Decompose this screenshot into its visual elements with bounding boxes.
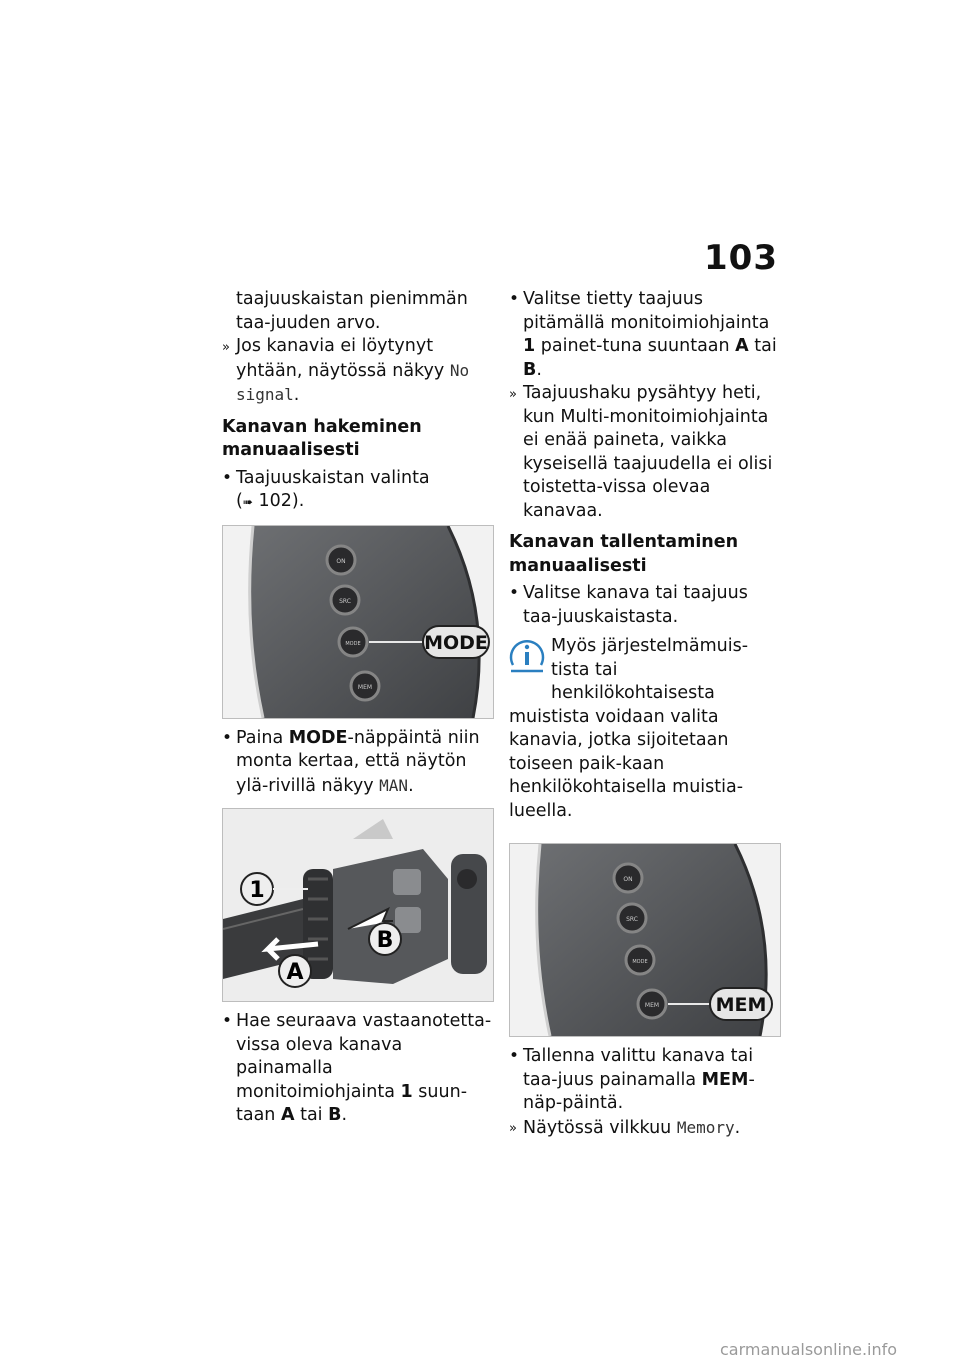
bullet-band-select: • Taajuuskaistan valinta (➠ 102). bbox=[222, 467, 430, 511]
bullet-text: Hae seuraava vastaanotetta-vissa oleva kanava painamalla monitoimiohjainta bbox=[236, 1011, 492, 1102]
bullet-text: suun-taan bbox=[236, 1081, 468, 1125]
callout-mode-label: MODE bbox=[424, 631, 488, 654]
display-man: MAN bbox=[379, 775, 409, 795]
key-mem: MEM bbox=[701, 1069, 749, 1090]
btn-label: SRC bbox=[626, 916, 638, 923]
bullet-text: Valitse tietty taajuus pitämällä monitoimiohjainta bbox=[523, 289, 770, 333]
bullet-text: Paina bbox=[236, 727, 289, 748]
bullet-marker: • bbox=[509, 1046, 520, 1066]
left-column bbox=[222, 288, 497, 1128]
bullet-store-channel bbox=[509, 1045, 784, 1116]
btn-label: MODE bbox=[345, 640, 361, 647]
watermark: carmanualsonline.info bbox=[720, 1340, 898, 1359]
bullet-select-frequency bbox=[509, 288, 784, 382]
bullet-press-mode bbox=[222, 727, 497, 799]
button-on-icon bbox=[327, 546, 355, 574]
result-no-signal bbox=[222, 335, 497, 408]
info-icon bbox=[509, 635, 545, 675]
punct: . bbox=[341, 1105, 348, 1125]
figure-multi-controller bbox=[222, 808, 494, 1002]
figure-mode-button bbox=[222, 525, 494, 719]
button-src-icon bbox=[331, 586, 359, 614]
result-marker: » bbox=[509, 1120, 517, 1136]
result-text: Taajuushaku pysähtyy heti, kun Multi-monitoimiohjainta ei enää paineta, vaikka kyseisellä taajuudella ei olisi toistetta-vissa olevaa kanavaa. bbox=[523, 383, 773, 521]
result-marker: » bbox=[509, 387, 517, 402]
right-column bbox=[509, 288, 784, 1140]
callout-mem-label: MEM bbox=[715, 994, 767, 1016]
button-mem-icon bbox=[638, 990, 666, 1018]
result-memory bbox=[509, 1116, 784, 1141]
bullet-choose-channel bbox=[509, 582, 784, 629]
punct: . bbox=[408, 775, 414, 796]
note-first-line: Myös järjestelmämuis-tista tai henkilökohtaisesta bbox=[551, 636, 749, 703]
btn-label: MEM bbox=[357, 683, 373, 691]
bullet-text: Tallenna valittu kanava tai taa-juus painamalla bbox=[523, 1046, 754, 1090]
punct: . bbox=[293, 385, 300, 405]
punct: . bbox=[536, 359, 542, 380]
result-text: Näytössä vilkkuu bbox=[523, 1117, 677, 1138]
key-1: 1 bbox=[400, 1081, 413, 1102]
btn-label: MEM bbox=[644, 1002, 660, 1009]
page-number: 103 bbox=[704, 238, 778, 278]
result-text: Jos kanavia ei löytynyt yhtään, näytössä näkyy bbox=[236, 336, 450, 381]
button-on-icon bbox=[614, 864, 642, 892]
key-a: A bbox=[735, 336, 749, 356]
heading-manual-search: Kanavan hakeminen manuaalisesti bbox=[222, 416, 422, 460]
bullet-marker: • bbox=[222, 467, 233, 488]
key-b: B bbox=[523, 359, 537, 380]
key-b: B bbox=[328, 1105, 342, 1125]
continued-text: taajuuskaistan pienimmän taa-juuden arvo. bbox=[236, 289, 468, 333]
punct: . bbox=[734, 1117, 741, 1138]
key-a: A bbox=[280, 1105, 295, 1125]
info-note bbox=[509, 635, 784, 823]
btn-label: MODE bbox=[632, 959, 648, 965]
bullet-text: painet-tuna suuntaan bbox=[535, 336, 736, 356]
btn-label: ON bbox=[336, 557, 346, 565]
button-mode-icon bbox=[339, 628, 367, 656]
bullet-text: Valitse kanava tai taajuus taa-juuskaistasta. bbox=[523, 583, 748, 627]
label-a: A bbox=[286, 960, 304, 985]
bullet-text: -näp-päintä. bbox=[523, 1069, 755, 1113]
bullet-marker: • bbox=[222, 1011, 233, 1031]
result-marker: » bbox=[222, 340, 230, 355]
heading-manual-store: Kanavan tallentaminen manuaalisesti bbox=[509, 532, 739, 576]
result-search-stops bbox=[509, 382, 784, 523]
key-mode: MODE bbox=[288, 727, 348, 748]
button-mem-icon bbox=[351, 672, 379, 700]
bullet-text: tai bbox=[748, 336, 777, 356]
page-ref-arrow-icon: ➠ bbox=[242, 495, 253, 509]
button-src-icon bbox=[618, 904, 646, 932]
bullet-text: Taajuuskaistan valinta bbox=[236, 467, 430, 488]
bullet-text: tai bbox=[294, 1105, 329, 1125]
label-1: 1 bbox=[249, 878, 265, 903]
bullet-marker: • bbox=[509, 289, 520, 309]
button-mode-icon bbox=[626, 946, 654, 974]
key-1: 1 bbox=[523, 336, 536, 356]
display-no-signal: No signal bbox=[236, 360, 470, 404]
page-ref-link[interactable]: 102 bbox=[258, 491, 292, 511]
btn-label: ON bbox=[623, 876, 633, 883]
label-b: B bbox=[376, 928, 394, 953]
btn-label: SRC bbox=[339, 597, 351, 605]
bullet-next-channel bbox=[222, 1010, 497, 1128]
bullet-marker: • bbox=[222, 727, 233, 748]
bullet-text: -näppäintä niin monta kertaa, että näytön ylä-rivillä näkyy bbox=[236, 727, 480, 796]
display-memory: Memory bbox=[676, 1117, 735, 1137]
note-body: muistista voidaan valita kanavia, jotka sijoitetaan toiseen paik-kaan henkilökohtaisella muistia-lueella. bbox=[509, 706, 744, 821]
bullet-marker: • bbox=[509, 583, 520, 603]
figure-mem-button bbox=[509, 843, 781, 1037]
